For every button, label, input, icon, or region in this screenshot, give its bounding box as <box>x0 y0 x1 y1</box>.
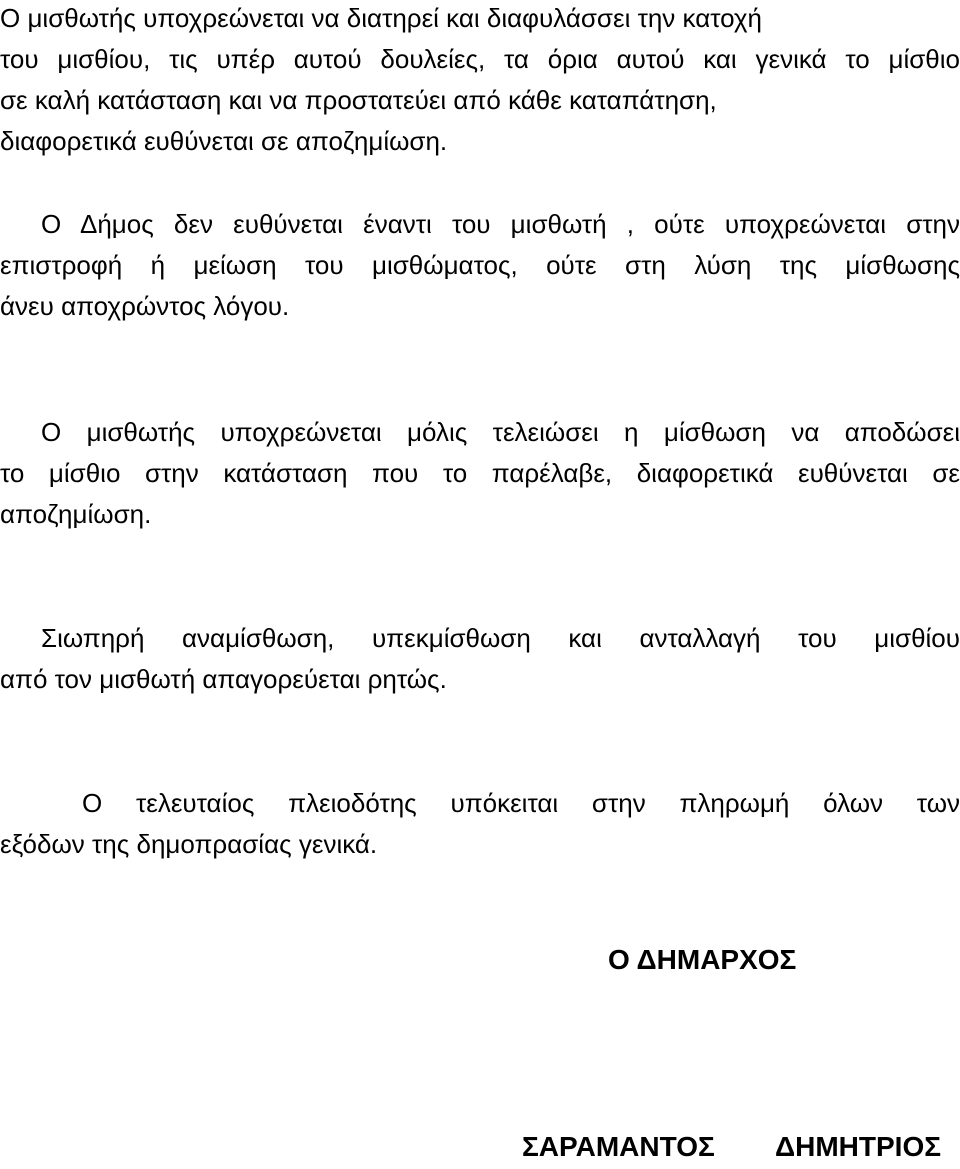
signature-given-name: ΔΗΜΗΤΡΙΟΣ <box>775 1131 942 1162</box>
text-line: διαφορετικά ευθύνεται σε αποζημίωση. <box>0 126 448 156</box>
text-line: εξόδων της δημοπρασίας γενικά. <box>0 829 378 859</box>
text-line: Ο μισθωτής υποχρεώνεται μόλις τελειώσει η μίσθωση να αποδώσει <box>41 417 960 447</box>
paragraph-tenant-obligations <box>0 0 960 162</box>
text-line: το μίσθιο στην κατάσταση που το παρέλαβε, διαφορετικά ευθύνεται σε <box>0 458 960 488</box>
text-line: αποζημίωση. <box>0 499 152 529</box>
paragraph-municipality-liability <box>0 204 960 327</box>
text-line: σε καλή κατάσταση και να προστατεύει από κάθε καταπάτηση, <box>0 85 717 115</box>
text-line: άνευ αποχρώντος λόγου. <box>0 291 290 321</box>
text-line: Ο μισθωτής υποχρεώνεται να διατηρεί και διαφυλάσσει την κατοχή <box>0 3 763 33</box>
text-line: από τον μισθωτή απαγορεύεται ρητώς. <box>0 664 447 694</box>
text-line: του μισθίου, τις υπέρ αυτού δουλείες, τα όρια αυτού και γενικά το μίσθιο <box>0 44 960 74</box>
text-line: Ο Δήμος δεν ευθύνεται έναντι του μισθωτή , ούτε υποχρεώνεται στην <box>41 209 960 239</box>
signature-surname: ΣΑΡΑΜΑΝΤΟΣ <box>522 1131 715 1162</box>
paragraph-auction-expenses <box>0 783 960 865</box>
text-line: Ο τελευταίος πλειοδότης υπόκειται στην πληρωμή όλων των <box>82 788 960 818</box>
text-line: επιστροφή ή μείωση του μισθώματος, ούτε στη λύση της μίσθωσης <box>0 250 960 280</box>
signature-title: Ο ΔΗΜΑΡΧΟΣ <box>608 944 797 975</box>
text-line: Σιωπηρή αναμίσθωση, υπεκμίσθωση και ανταλλαγή του μισθίου <box>41 623 960 653</box>
paragraph-sublease-prohibition <box>0 618 960 700</box>
paragraph-property-return <box>0 412 960 535</box>
